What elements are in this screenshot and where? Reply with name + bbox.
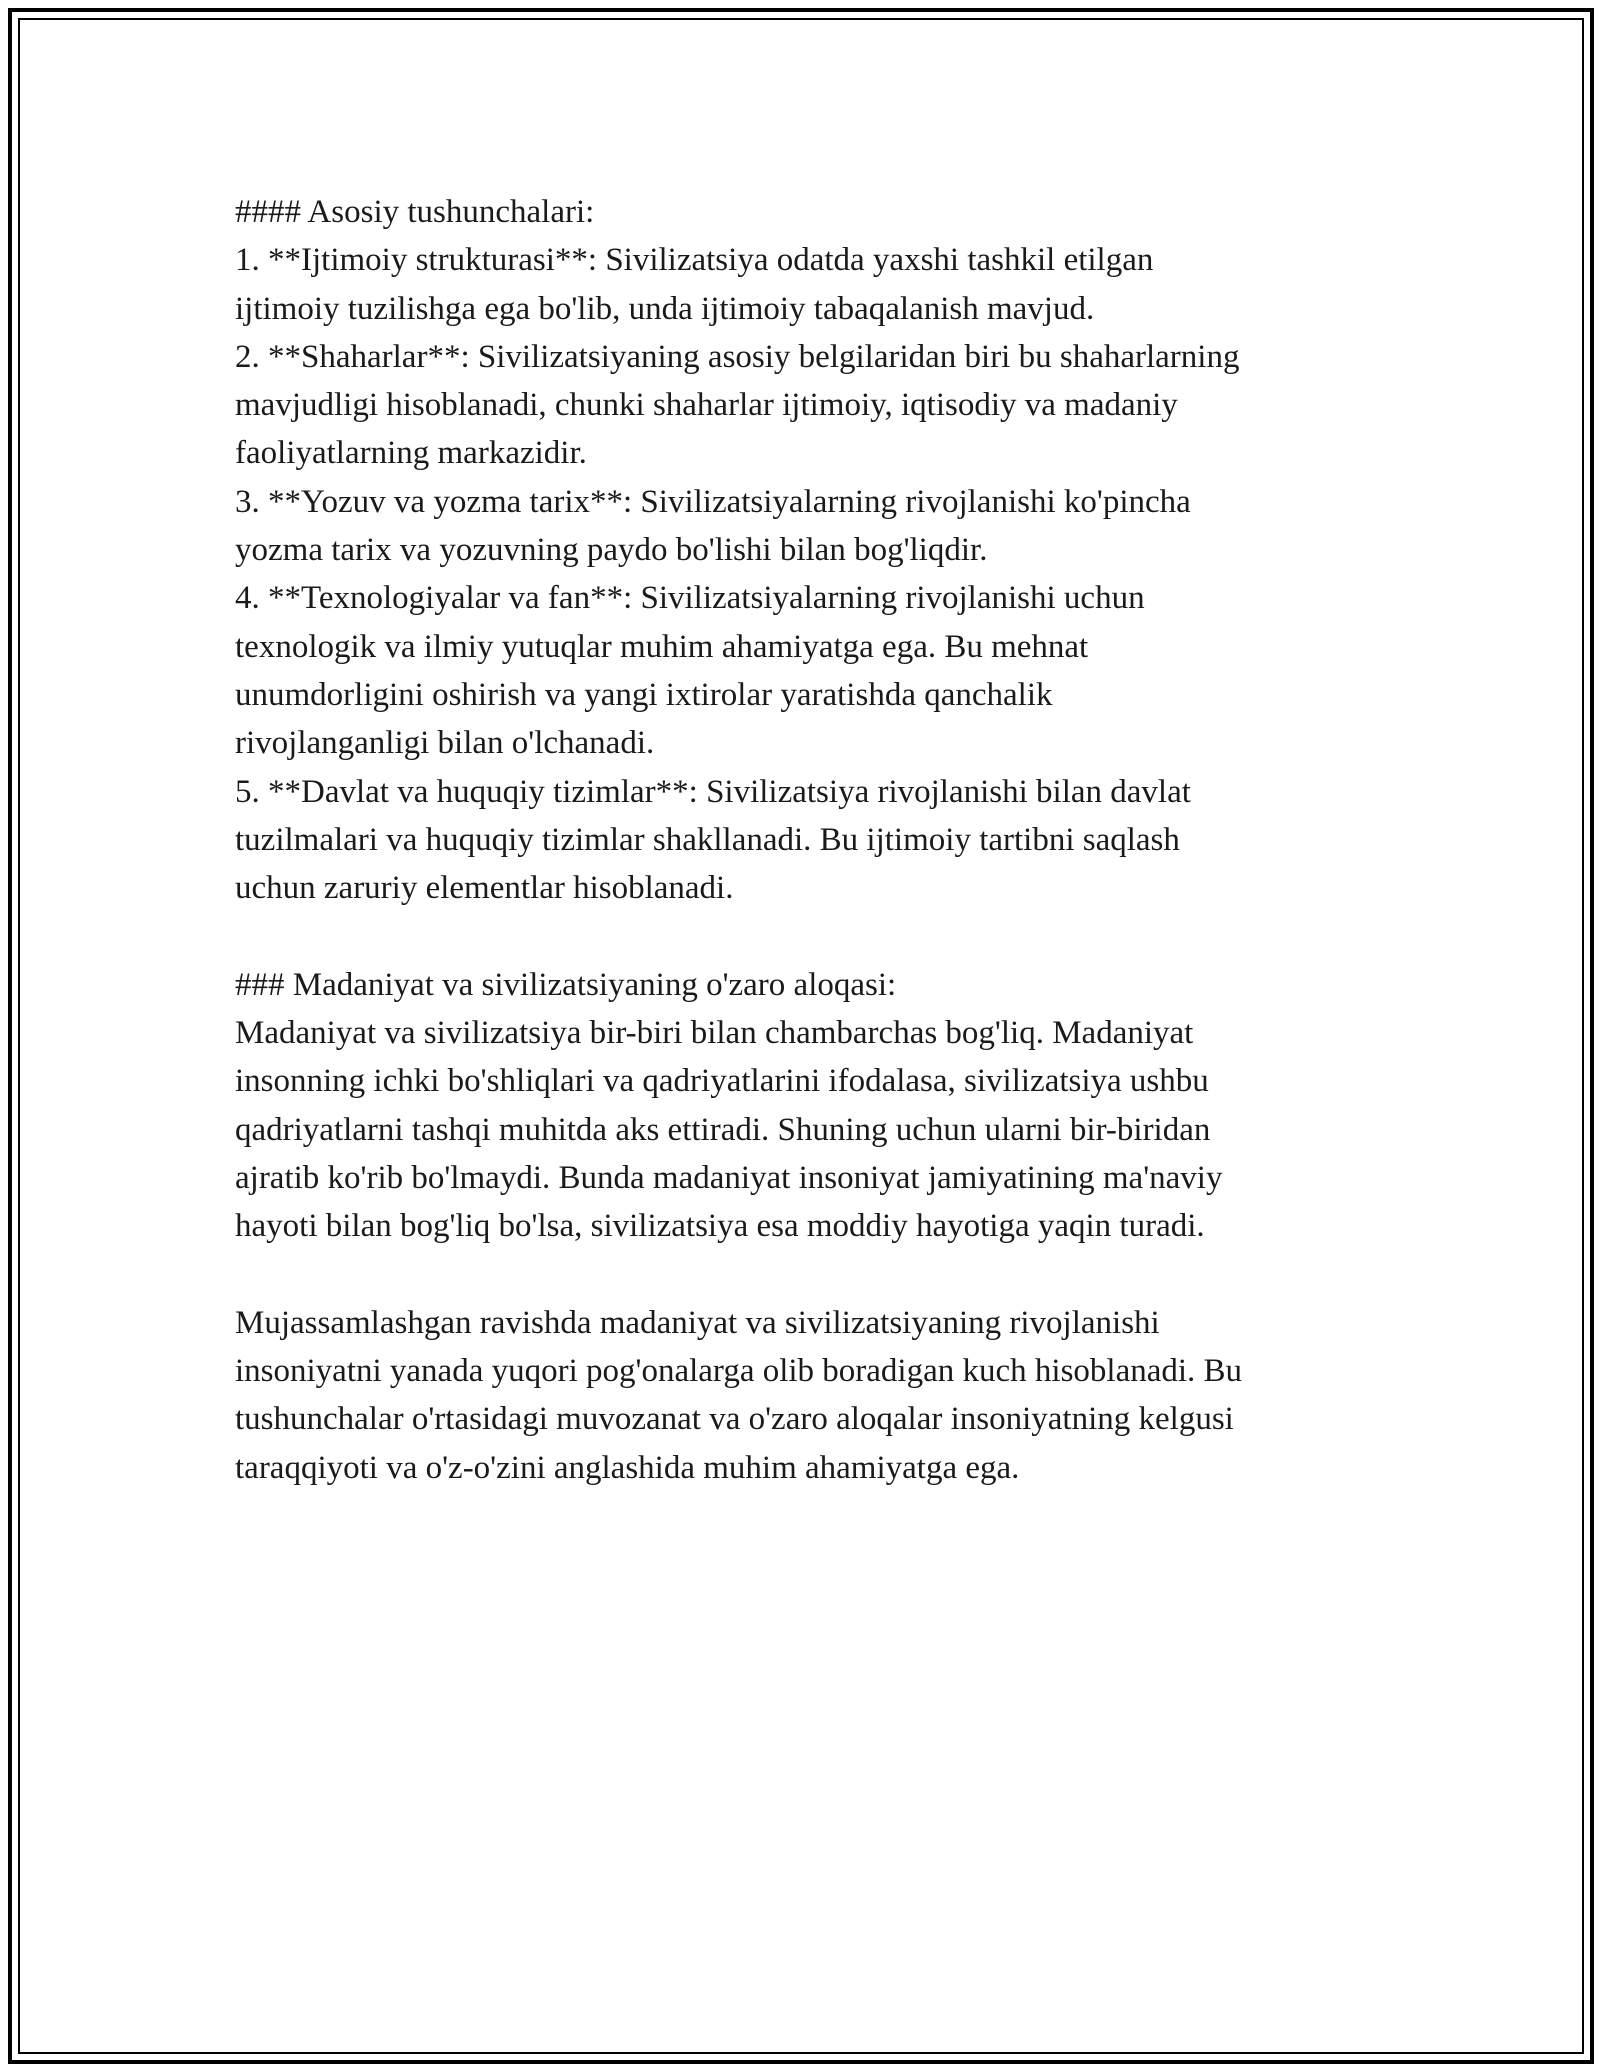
conclusion-line: Mujassamlashgan ravishda madaniyat va sivilizatsiyaning rivojlanishi [235,1304,1160,1341]
paragraph-line: 4. **Texnologiyalar va fan**: Sivilizatsiyalarning rivojlanishi uchun [235,580,1145,617]
paragraph-line: tuzilmalari va huquqiy tizimlar shakllanadi. Bu ijtimoiy tartibni saqlash [235,821,1180,858]
paragraph-spacer [235,1251,1365,1299]
paragraph-line: unumdorligini oshirish va yangi ixtirolar yaratishda qanchalik [235,676,1053,713]
section-heading-basic-concepts: #### Asosiy tushunchalari: [235,194,595,230]
paragraph-line: qadriyatlarni tashqi muhitda aks ettiradi. Shuning uchun ularni bir-biridan [235,1111,1211,1148]
paragraph-line: yozma tarix va yozuvning paydo bo'lishi bilan bog'liqdir. [235,532,988,569]
paragraph-line: uchun zaruriy elementlar hisoblanadi. [235,870,734,907]
conclusion-line: insoniyatni yanada yuqori pog'onalarga olib boradigan kuch hisoblanadi. Bu [235,1353,1243,1390]
paragraph-spacer [235,912,1365,960]
paragraph-line: 5. **Davlat va huquqiy tizimlar**: Sivilizatsiya rivojlanishi bilan davlat [235,773,1191,810]
paragraph-line: 3. **Yozuv va yozma tarix**: Sivilizatsiyalarning rivojlanishi ko'pincha [235,483,1191,520]
paragraph-line: ajratib ko'rib bo'lmaydi. Bunda madaniyat insoniyat jamiyatining ma'naviy [235,1159,1223,1196]
paragraph-line: texnologik va ilmiy yutuqlar muhim ahamiyatga ega. Bu mehnat [235,628,1089,665]
document-body [235,188,1365,1492]
paragraph-line: 2. **Shaharlar**: Sivilizatsiyaning asosiy belgilaridan biri bu shaharlarning [235,338,1240,375]
paragraph-line: rivojlanganligi bilan o'lchanadi. [235,725,655,762]
paragraph-line: Madaniyat va sivilizatsiya bir-biri bilan chambarchas bog'liq. Madaniyat [235,1015,1194,1052]
paragraph-line: insonning ichki bo'shliqlari va qadriyatlarini ifodalasa, sivilizatsiya ushbu [235,1063,1209,1100]
paragraph-line: ijtimoiy tuzilishga ega bo'lib, unda ijtimoiy tabaqalanish mavjud. [235,290,1095,327]
section-heading-culture-civilization: ### Madaniyat va sivilizatsiyaning o'zaro aloqasi: [235,966,897,1003]
paragraph-line: hayoti bilan bog'liq bo'lsa, sivilizatsiya esa moddiy hayotiga yaqin turadi. [235,1208,1205,1245]
conclusion-line: taraqqiyoti va o'z-o'zini anglashida muhim ahamiyatga ega. [235,1449,1020,1486]
paragraph-line: 1. **Ijtimoiy strukturasi**: Sivilizatsiya odatda yaxshi tashkil etilgan [235,242,1154,279]
paragraph-line: mavjudligi hisoblanadi, chunki shaharlar ijtimoiy, iqtisodiy va madaniy [235,387,1178,424]
paragraph-line: faoliyatlarning markazidir. [235,435,587,472]
conclusion-line: tushunchalar o'rtasidagi muvozanat va o'zaro aloqalar insoniyatning kelgusi [235,1401,1234,1438]
